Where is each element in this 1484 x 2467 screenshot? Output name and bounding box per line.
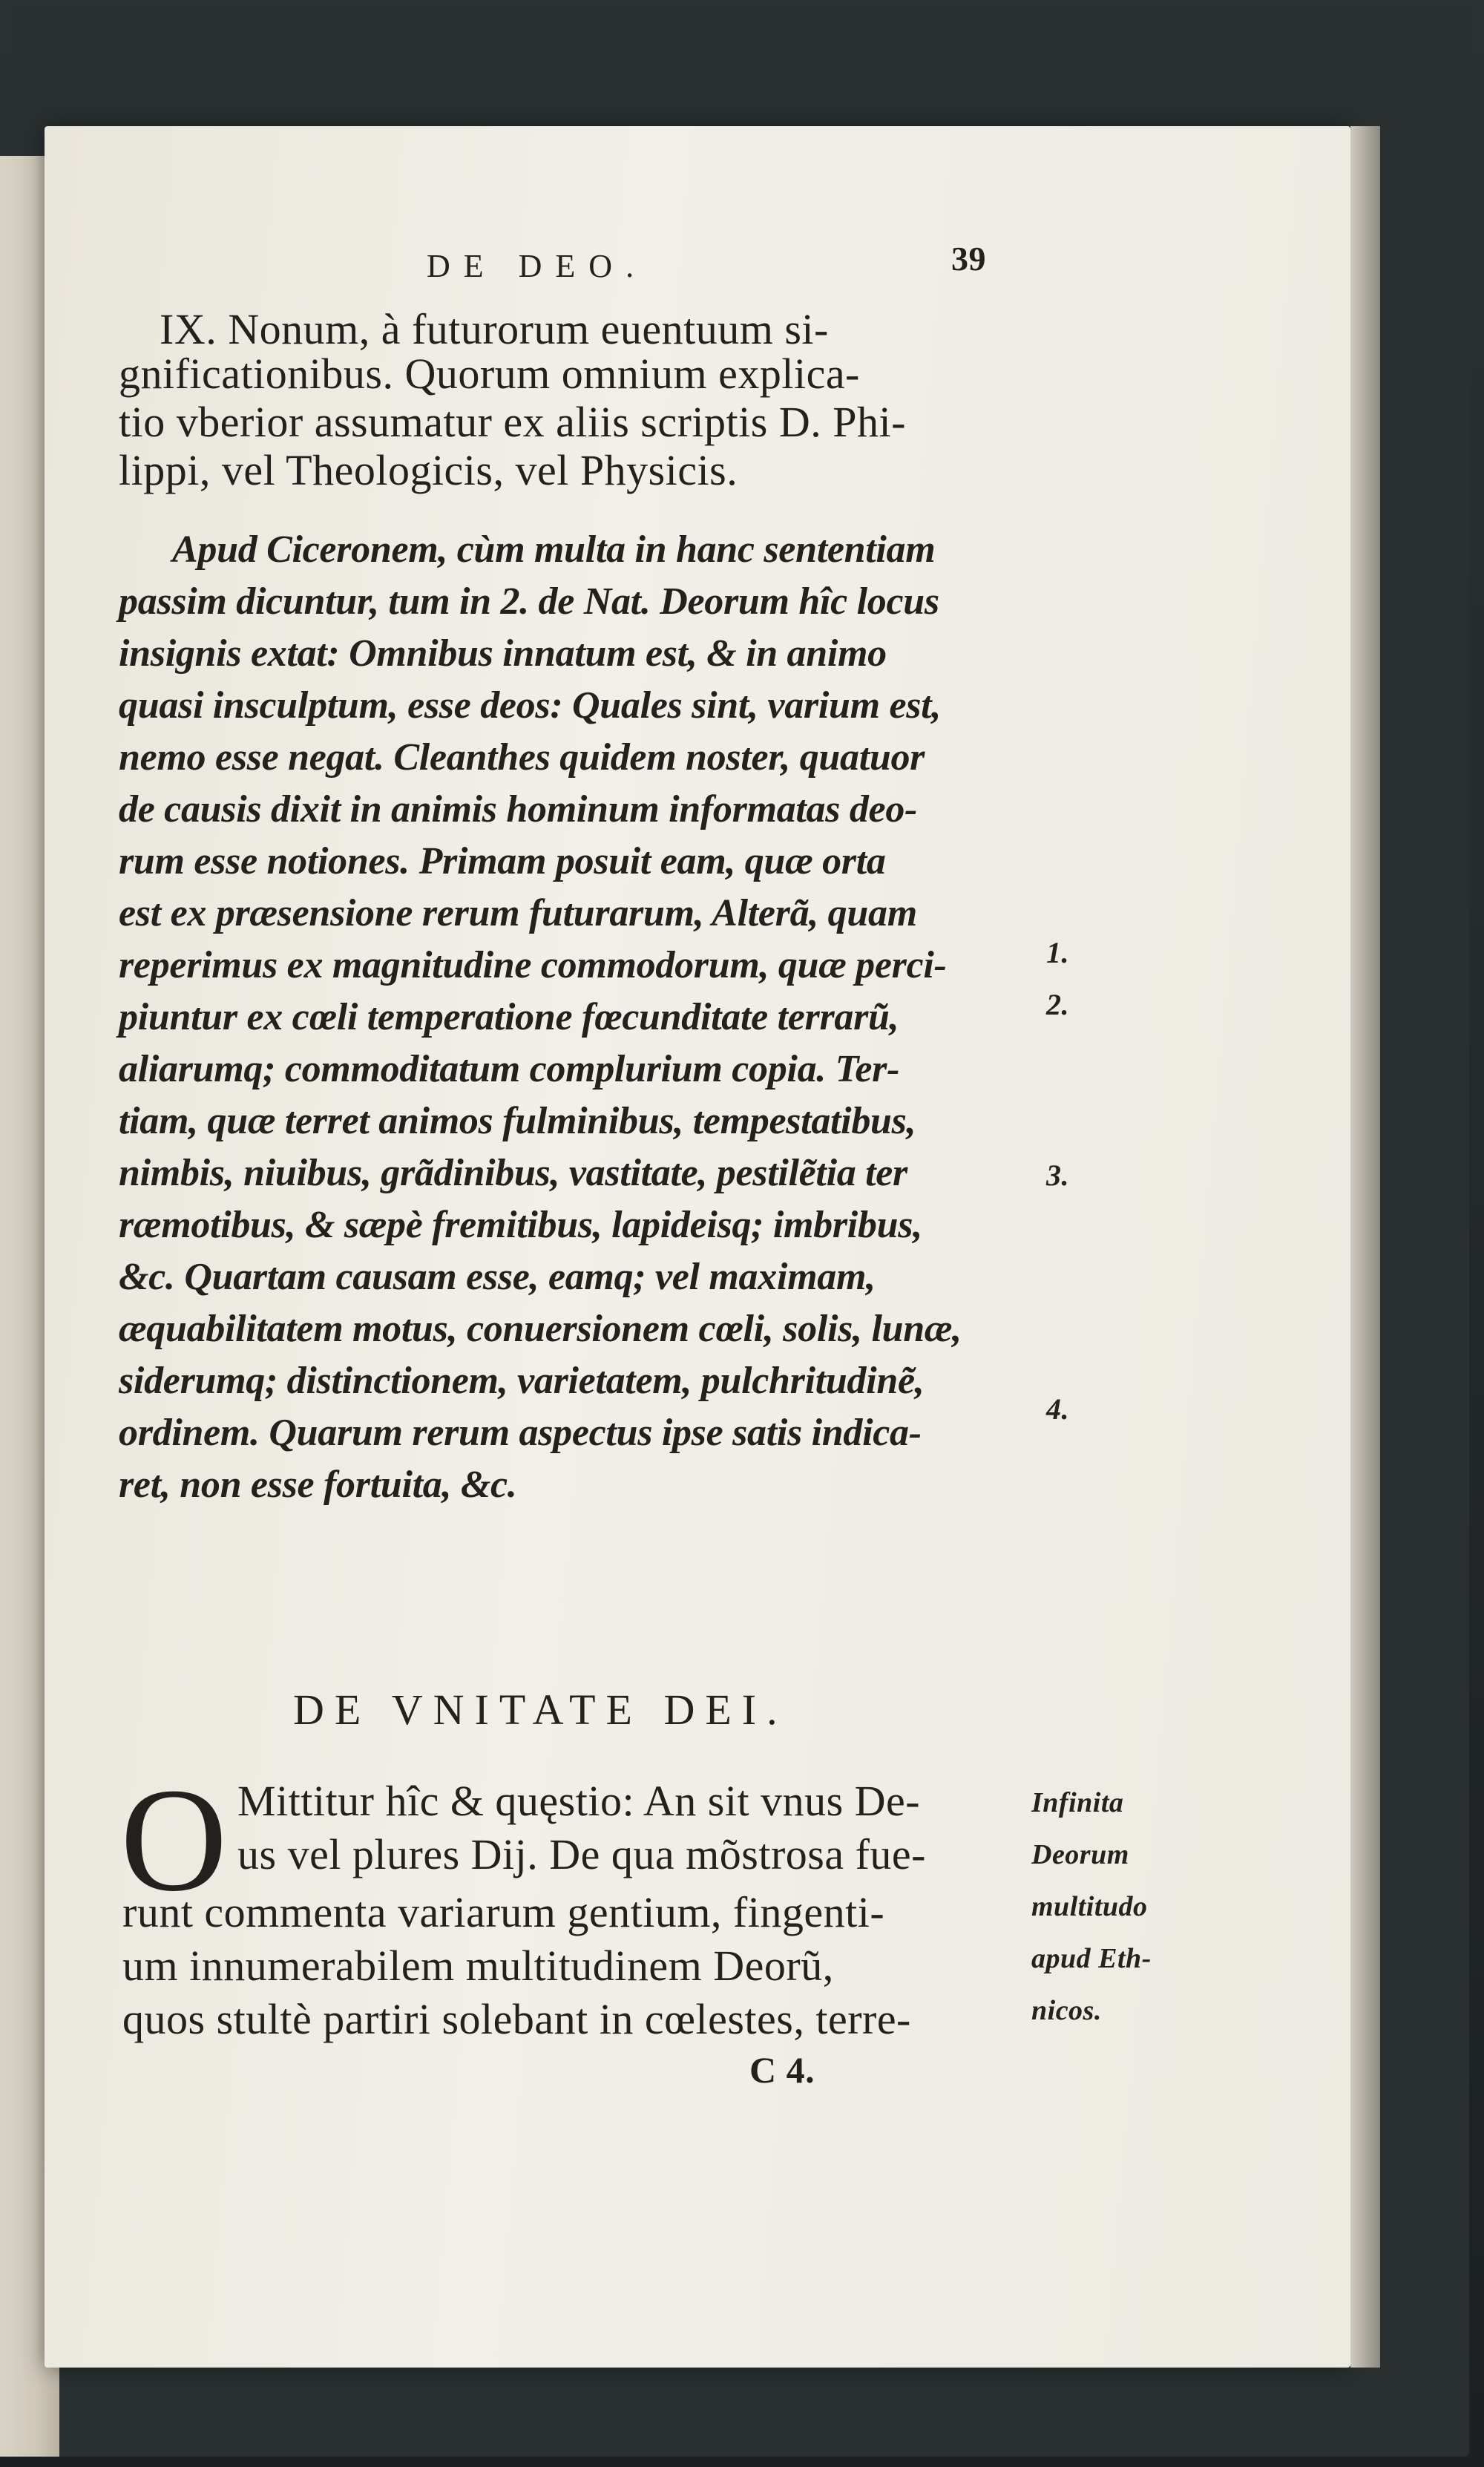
italic-line: passim dicuntur, tum in 2. de Nat. Deorum hîc locus [119,580,939,623]
italic-line: &c. Quartam causam esse, eamq; vel maximam, [119,1256,876,1298]
text-line: runt commenta variarum gentium, fingenti- [122,1888,885,1936]
drop-cap: O [120,1758,228,1922]
italic-line: piuntur ex cœli temperatione fœcunditate terrarũ, [119,996,899,1038]
text-line: quos stultè partiri solebant in cœlestes, terre- [122,1995,911,2043]
side-number: 2. [1046,988,1069,1021]
italic-line: siderumq; distinctionem, varietatem, pulchritudinẽ, [119,1360,925,1402]
running-head: DE DEO. [427,248,648,284]
margin-note-line: nicos. [1031,1995,1102,2026]
italic-line: æquabilitatem motus, conuersionem cœli, solis, lunæ, [119,1308,962,1350]
italic-line: quasi insculptum, esse deos: Quales sint, varium est, [119,684,942,727]
side-number: 4. [1046,1392,1069,1426]
italic-line: insignis extat: Omnibus innatum est, & in animo [119,632,887,675]
italic-line: Apud Ciceronem, cùm multa in hanc sententiam [172,528,936,571]
text-line: um innumerabilem multitudinem Deorũ, [122,1942,834,1990]
margin-note-line: multitudo [1031,1891,1148,1922]
margin-note-line: Deorum [1031,1839,1129,1870]
italic-line: tiam, quæ terret animos fulminibus, tempestatibus, [119,1100,916,1142]
italic-line: ræmotibus, & sæpè fremitibus, lapideisq; imbribus, [119,1204,922,1246]
side-number: 3. [1046,1159,1069,1192]
signature-mark: C 4. [749,2049,815,2091]
page-number: 39 [951,240,986,278]
italic-line: rum esse notiones. Primam posuit eam, quæ orta [119,840,886,882]
margin-note-line: apud Eth- [1031,1943,1152,1974]
text-line: Mittitur hîc & quęstio: An sit vnus De- [237,1777,921,1825]
italic-line: ordinem. Quarum rerum aspectus ipse satis indica- [119,1412,922,1454]
margin-note-line: Infinita [1031,1787,1124,1818]
italic-line: nimbis, niuibus, grãdinibus, vastitate, pestilẽtia ter [119,1152,907,1194]
text-line: IX. Nonum, à futurorum euentuum si- [160,305,829,353]
text-line: us vel plures Dij. De qua mõstrosa fue- [237,1830,926,1878]
italic-line: de causis dixit in animis hominum informatas deo- [119,788,918,830]
italic-line: est ex præsensione rerum futurarum, Alterã, quam [119,892,917,934]
italic-line: reperimus ex magnitudine commodorum, quæ perci- [119,944,947,986]
text-line: gnificationibus. Quorum omnium explica- [119,350,860,398]
section-heading: DE VNITATE DEI. [293,1685,788,1734]
text-line: tio vberior assumatur ex aliis scriptis D. Phi- [119,398,906,446]
italic-line: ret, non esse fortuita, &c. [119,1464,517,1506]
page-edge-shadow [1350,126,1380,2368]
side-number: 1. [1046,936,1069,969]
italic-line: aliarumq; commoditatum complurium copia. Ter- [119,1048,900,1090]
text-line: lippi, vel Theologicis, vel Physicis. [119,446,738,494]
italic-line: nemo esse negat. Cleanthes quidem noster, quatuor [119,736,925,779]
